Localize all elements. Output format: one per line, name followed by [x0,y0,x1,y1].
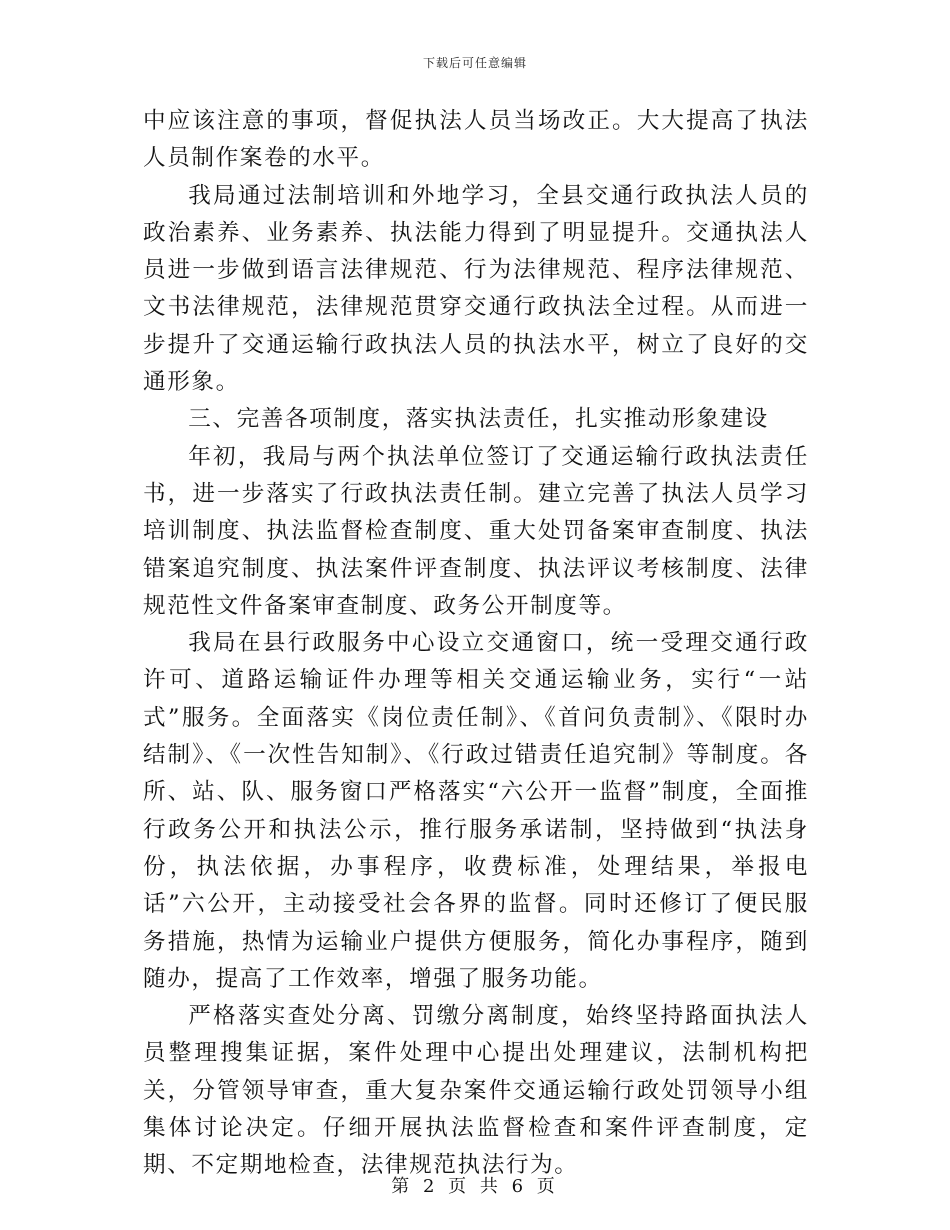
paragraph-3: 年初，我局与两个执法单位签订了交通运输行政执法责任书，进一步落实了行政执法责任制。建立完善了执法人员学习培训制度、执法监督检查制度、重大处罚备案审查制度、执法错案追究制度、执法案件评查制度、执法评议考核制度、法律规范性文件备案审查制度、政务公开制度等。 [143,443,809,619]
paragraph-5: 严格落实查处分离、罚缴分离制度，始终坚持路面执法人员整理搜集证据，案件处理中心提出处理建议，法制机构把关，分管领导审查，重大复杂案件交通运输行政处罚领导小组集体讨论决定。仔细开展执法监督检查和案件评查制度，定期、不定期地检查，法律规范执法行为。 [143,1003,809,1179]
section-heading: 三、完善各项制度，落实执法责任，扎实推动形象建设 [188,406,769,433]
header-note: 下载后可任意编辑 [422,56,527,70]
paragraph-1: 中应该注意的事项，督促执法人员当场改正。大大提高了执法人员制作案卷的水平。 [143,108,809,172]
paragraph-4: 我局在县行政服务中心设立交通窗口，统一受理交通行政许可、道路运输证件办理等相关交通运输业务，实行“一站式”服务。全面落实《岗位责任制》、《首问负责制》、《限时办结制》、《一次性告知制》、《行政过错责任追究制》等制度。各所、站、队、服务窗口严格落实“六公开一监督”制度，全面推行政务公开和执法公示，推行服务承诺制，坚持做到“执法身份，执法依据，办事程序，收费标准，处理结果，举报电话”六公开，主动接受社会各界的监督。同时还修订了便民服务措施，热情为运输业户提供方便服务，简化办事程序，随到随办，提高了工作效率，增强了服务功能。 [143,630,809,992]
page-number-footer: 第 2 页 共 6 页 [391,1176,559,1197]
paragraph-2: 我局通过法制培训和外地学习，全县交通行政执法人员的政治素养、业务素养、执法能力得到了明显提升。交通执法人员进一步做到语言法律规范、行为法律规范、程序法律规范、文书法律规范，法律规范贯穿交通行政执法全过程。从而进一步提升了交通运输行政执法人员的执法水平，树立了良好的交通形象。 [143,182,809,396]
document-body [143,103,809,1185]
